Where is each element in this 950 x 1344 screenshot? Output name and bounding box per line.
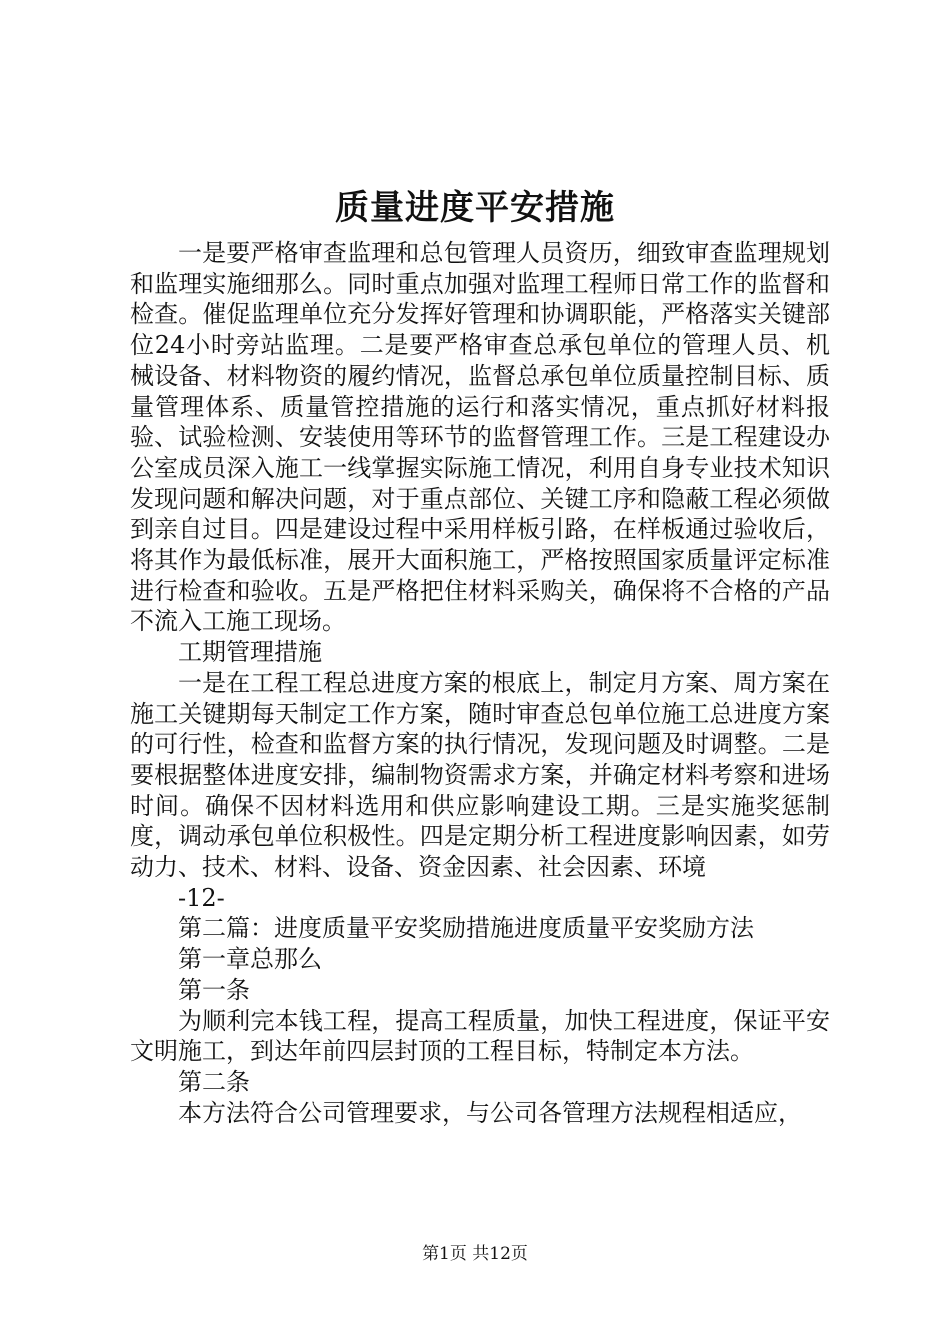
chapter-heading: 第二篇：进度质量平安奖励措施进度质量平安奖励方法 — [178, 914, 754, 943]
section-heading-general: 第一章总那么 — [178, 945, 322, 974]
section-heading-schedule: 工期管理措施 — [178, 638, 322, 667]
article-two-text: 本方法符合公司管理要求，与公司各管理方法规程相适应， — [178, 1098, 802, 1127]
document-body — [130, 238, 830, 1128]
paragraph-schedule-measures: 一是在工程工程总进度方案的根底上，制定月方案、周方案在施工关键期每天制定工作方案，随时审查总包单位施工总进度方案的可行性，检查和监督方案的执行情况，发现问题及时调整。二是要根据整体进度安排，编制物资需求方案，并确定材料考察和进场时间。确保不因材料选用和供应影响建设工期。三是实施奖惩制度，调动承包单位积极性。四是定期分析工程进度影响因素，如劳动力、技术、材料、设备、资金因素、社会因素、环境 — [130, 668, 830, 882]
page-marker: -12- — [178, 883, 225, 912]
article-one-label: 第一条 — [178, 975, 250, 1004]
page-footer: 第1页 共12页 — [422, 1244, 528, 1264]
paragraph-quality-measures: 一是要严格审查监理和总包管理人员资历，细致审查监理规划和监理实施细那么。同时重点加强对监理工程师日常工作的监督和检查。催促监理单位充分发挥好管理和协调职能，严格落实关键部位24小时旁站监理。二是要严格审查总承包单位的管理人员、机械设备、材料物资的履约情况，监督总承包单位质量控制目标、质量管理体系、质量管控措施的运行和落实情况，重点抓好材料报验、试验检测、安装使用等环节的监督管理工作。三是工程建设办公室成员深入施工一线掌握实际施工情况，利用自身专业技术知识发现问题和解决问题，对于重点部位、关键工序和隐蔽工程必须做到亲自过目。四是建设过程中采用样板引路，在样板通过验收后，将其作为最低标准，展开大面积施工，严格按照国家质量评定标准进行检查和验收。五是严格把住材料采购关，确保将不合格的产品不流入工施工现场。 — [130, 239, 830, 636]
article-one-text: 为顺利完本钱工程，提高工程质量，加快工程进度，保证平安文明施工，到达年前四层封顶的工程目标，特制定本方法。 — [130, 1006, 830, 1066]
document-title: 质量进度平安措施 — [335, 188, 615, 228]
article-two-label: 第二条 — [178, 1067, 250, 1096]
